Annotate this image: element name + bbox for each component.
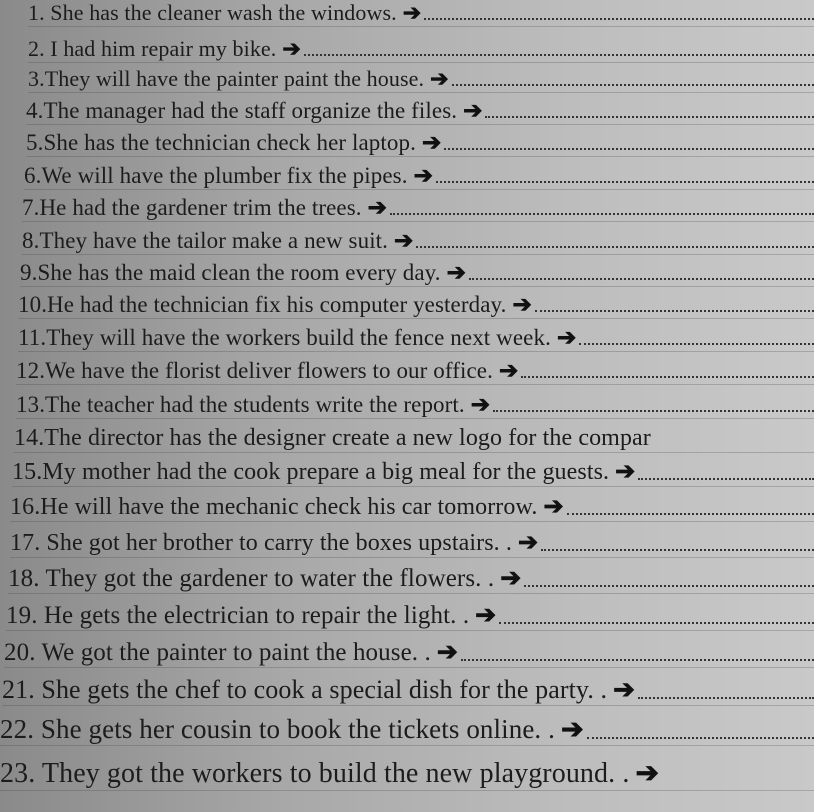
sentence-row-8 <box>22 221 814 255</box>
sentence-text: 3.They will have the painter paint the house. <box>28 66 425 91</box>
sentence-row-16 <box>10 486 814 522</box>
sentence-text: 17. She got her brother to carry the boxes upstairs. . <box>10 530 512 556</box>
arrow-icon: ➔ <box>615 459 636 485</box>
sentence-text: 19. He gets the electrician to repair the light. . <box>6 602 470 629</box>
sentence-row-4 <box>26 92 814 125</box>
sentence-row-17 <box>10 521 814 558</box>
sentence-row-10 <box>18 286 814 319</box>
answer-line[interactable] <box>638 477 814 480</box>
arrow-icon: ➔ <box>470 392 491 417</box>
sentence-row-7 <box>22 189 814 222</box>
sentence-text: 2. I had him repair my bike. <box>28 36 277 61</box>
sentence-row-6 <box>24 156 814 190</box>
sentence-row-20 <box>4 630 814 668</box>
sentence-row-14 <box>14 418 814 453</box>
arrow-icon: ➔ <box>500 565 522 592</box>
sentence-text: 12.We have the florist deliver flowers to our office. <box>16 358 493 383</box>
answer-line[interactable] <box>424 17 814 20</box>
sentence-text: 14.The director has the designer create a new logo for the compar <box>14 425 651 451</box>
arrow-icon: ➔ <box>475 602 497 629</box>
answer-line[interactable] <box>436 180 814 183</box>
sentence-row-23 <box>0 745 814 791</box>
answer-line[interactable] <box>521 375 814 378</box>
answer-line[interactable] <box>579 342 814 345</box>
sentence-row-9 <box>20 254 814 287</box>
sentence-text: 6.We will have the plumber fix the pipes. <box>24 163 408 188</box>
sentence-row-15 <box>12 452 814 487</box>
arrow-icon: ➔ <box>446 260 466 285</box>
arrow-icon: ➔ <box>543 494 564 520</box>
answer-line[interactable] <box>587 736 814 739</box>
sentence-text: 9.She has the maid clean the room every day. <box>20 260 441 285</box>
sentence-text: 15.My mother had the cook prepare a big meal for the guests. <box>12 459 610 485</box>
sentence-text: 1. She has the cleaner wash the windows. <box>28 0 397 25</box>
arrow-icon: ➔ <box>635 758 659 789</box>
arrow-icon: ➔ <box>367 195 387 220</box>
answer-line[interactable] <box>390 212 814 215</box>
sentence-text: 16.He will have the mechanic check his car tomorrow. <box>10 494 538 520</box>
sentence-text: 8.They have the tailor make a new suit. <box>22 228 389 253</box>
arrow-icon: ➔ <box>517 530 539 556</box>
arrow-icon: ➔ <box>402 0 422 25</box>
sentence-text: 4.The manager had the staff organize the files. <box>26 98 458 123</box>
arrow-icon: ➔ <box>560 714 584 744</box>
arrow-icon: ➔ <box>282 36 301 61</box>
answer-line[interactable] <box>524 584 814 587</box>
sentence-text: 5.She has the technician check her laptop. <box>26 130 416 155</box>
answer-line[interactable] <box>499 621 814 624</box>
sentence-row-12 <box>16 351 814 385</box>
sentence-row-22 <box>0 705 814 746</box>
sentence-row-11 <box>18 318 814 352</box>
arrow-icon: ➔ <box>430 66 449 91</box>
sentence-row-18 <box>8 557 814 594</box>
arrow-icon: ➔ <box>512 292 532 317</box>
sentence-text: 7.He had the gardener trim the trees. <box>22 195 362 220</box>
answer-line[interactable] <box>444 147 814 150</box>
sentence-text: 20. We got the painter to paint the house. . <box>4 639 431 666</box>
sentence-text: 10.He had the technician fix his computer yesterday. <box>18 292 507 317</box>
answer-line[interactable] <box>452 83 814 86</box>
sentence-text: 21. She gets the chef to cook a special dish for the party. . <box>2 675 608 704</box>
answer-line[interactable] <box>461 658 814 661</box>
sentence-row-1 <box>28 0 814 27</box>
sentence-row-19 <box>6 593 814 631</box>
sentence-text: 22. She gets her cousin to book the tickets online. . <box>0 714 555 744</box>
answer-line[interactable] <box>469 277 814 280</box>
sentence-text: 23. They got the workers to build the new playground. . <box>0 758 630 789</box>
arrow-icon: ➔ <box>394 228 414 253</box>
sentence-row-5 <box>26 124 814 157</box>
sentence-text: 18. They got the gardener to water the flowers. . <box>8 565 495 592</box>
arrow-icon: ➔ <box>498 358 519 383</box>
answer-line[interactable] <box>493 409 814 412</box>
sentence-row-2 <box>28 30 814 63</box>
sentence-text: 13.The teacher had the students write the report. <box>16 392 465 417</box>
answer-line[interactable] <box>535 309 814 312</box>
answer-line[interactable] <box>541 548 814 551</box>
sentence-text: 11.They will have the workers build the fence next week. <box>18 325 551 350</box>
answer-line[interactable] <box>567 512 814 515</box>
arrow-icon: ➔ <box>613 675 635 704</box>
arrow-icon: ➔ <box>556 325 577 350</box>
sentence-row-13 <box>16 384 814 419</box>
arrow-icon: ➔ <box>421 130 442 155</box>
answer-line[interactable] <box>638 696 814 699</box>
answer-line[interactable] <box>485 115 814 118</box>
answer-line[interactable] <box>416 245 814 248</box>
sentence-row-3 <box>28 62 814 93</box>
arrow-icon: ➔ <box>413 163 433 188</box>
sentence-row-21 <box>2 667 814 706</box>
answer-line[interactable] <box>304 53 814 56</box>
arrow-icon: ➔ <box>463 98 483 123</box>
arrow-icon: ➔ <box>436 639 458 666</box>
